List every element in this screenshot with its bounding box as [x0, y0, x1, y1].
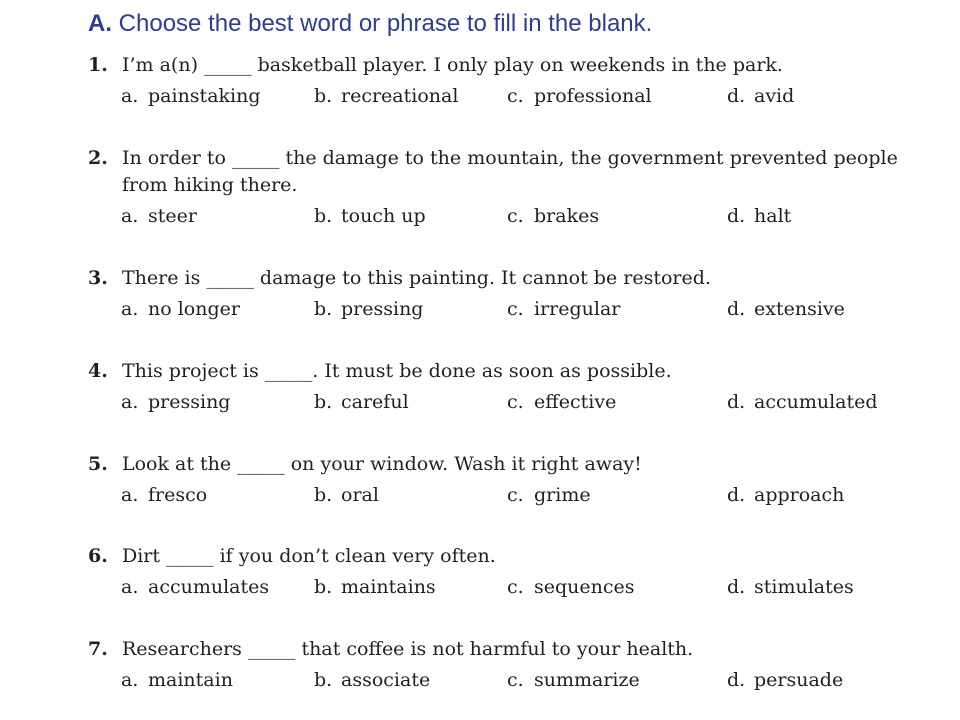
question-number: 2.	[88, 147, 108, 169]
option-text: irregular	[534, 298, 621, 320]
option-text: approach	[754, 484, 845, 506]
option-b[interactable]	[314, 205, 426, 227]
option-letter: a.	[121, 669, 139, 691]
option-text: stimulates	[754, 576, 854, 598]
question-number: 4.	[88, 360, 108, 382]
question-text: There is _____ damage to this painting. It cannot be restored.	[122, 267, 711, 289]
option-letter: a.	[121, 298, 139, 320]
section-letter: A.	[88, 10, 112, 37]
option-text: halt	[754, 205, 792, 227]
option-a[interactable]	[121, 391, 230, 413]
option-text: pressing	[341, 298, 424, 320]
option-text: recreational	[341, 85, 459, 107]
option-text: professional	[534, 85, 652, 107]
option-text: persuade	[754, 669, 844, 691]
answer-options	[88, 205, 918, 233]
option-letter: b.	[314, 205, 333, 227]
option-letter: a.	[121, 484, 139, 506]
option-d[interactable]	[727, 298, 845, 320]
option-text: sequences	[534, 576, 635, 598]
option-letter: a.	[121, 391, 139, 413]
option-letter: b.	[314, 576, 333, 598]
option-letter: d.	[727, 391, 746, 413]
option-c[interactable]	[507, 298, 620, 320]
option-a[interactable]	[121, 669, 233, 691]
question-stem	[88, 145, 918, 199]
question-3	[88, 265, 918, 326]
option-text: careful	[341, 391, 409, 413]
option-b[interactable]	[314, 391, 409, 413]
option-letter: a.	[121, 85, 139, 107]
option-text: fresco	[148, 484, 208, 506]
question-4	[88, 358, 918, 419]
answer-options	[88, 298, 918, 326]
option-letter: b.	[314, 298, 333, 320]
question-6	[88, 543, 918, 604]
option-letter: c.	[507, 391, 524, 413]
option-text: avid	[754, 85, 795, 107]
option-text: associate	[341, 669, 431, 691]
option-text: touch up	[341, 205, 426, 227]
option-a[interactable]	[121, 484, 207, 506]
question-number: 5.	[88, 453, 108, 475]
option-b[interactable]	[314, 298, 423, 320]
option-c[interactable]	[507, 391, 616, 413]
option-letter: b.	[314, 669, 333, 691]
option-c[interactable]	[507, 669, 640, 691]
option-d[interactable]	[727, 576, 854, 598]
question-text: In order to _____ the damage to the mountain, the government prevented people from hiking there.	[122, 147, 898, 196]
question-number: 6.	[88, 545, 108, 567]
option-text: effective	[534, 391, 617, 413]
option-letter: c.	[507, 669, 524, 691]
answer-options	[88, 484, 918, 512]
option-text: maintain	[148, 669, 233, 691]
question-number: 7.	[88, 638, 108, 660]
question-stem	[88, 358, 918, 385]
option-b[interactable]	[314, 576, 436, 598]
option-d[interactable]	[727, 484, 844, 506]
option-c[interactable]	[507, 484, 591, 506]
question-text: This project is _____. It must be done as soon as possible.	[122, 360, 672, 382]
option-b[interactable]	[314, 484, 379, 506]
option-c[interactable]	[507, 576, 635, 598]
option-letter: c.	[507, 576, 524, 598]
question-stem	[88, 636, 918, 663]
question-text: I’m a(n) _____ basketball player. I only play on weekends in the park.	[122, 54, 783, 76]
answer-options	[88, 669, 918, 697]
option-text: maintains	[341, 576, 436, 598]
option-d[interactable]	[727, 85, 794, 107]
question-number: 3.	[88, 267, 108, 289]
option-text: no longer	[148, 298, 240, 320]
question-5	[88, 451, 918, 512]
option-b[interactable]	[314, 669, 430, 691]
question-stem	[88, 265, 918, 292]
answer-options	[88, 391, 918, 419]
section-heading	[88, 10, 652, 38]
option-letter: c.	[507, 298, 524, 320]
option-letter: a.	[121, 576, 139, 598]
option-letter: a.	[121, 205, 139, 227]
option-text: brakes	[534, 205, 600, 227]
answer-options	[88, 576, 918, 604]
option-letter: d.	[727, 85, 746, 107]
option-letter: c.	[507, 484, 524, 506]
option-b[interactable]	[314, 85, 458, 107]
option-letter: b.	[314, 484, 333, 506]
option-d[interactable]	[727, 391, 878, 413]
option-letter: b.	[314, 391, 333, 413]
option-letter: d.	[727, 205, 746, 227]
option-text: oral	[341, 484, 379, 506]
option-letter: c.	[507, 85, 524, 107]
option-text: painstaking	[148, 85, 261, 107]
answer-options	[88, 85, 918, 113]
question-text: Researchers _____ that coffee is not harmful to your health.	[122, 638, 694, 660]
section-instruction: Choose the best word or phrase to fill in the blank.	[118, 10, 653, 37]
option-text: pressing	[148, 391, 231, 413]
option-a[interactable]	[121, 85, 261, 107]
option-a[interactable]	[121, 205, 197, 227]
option-d[interactable]	[727, 669, 843, 691]
option-c[interactable]	[507, 85, 652, 107]
option-text: extensive	[754, 298, 845, 320]
option-a[interactable]	[121, 298, 240, 320]
option-d[interactable]	[727, 205, 791, 227]
question-stem	[88, 52, 918, 79]
question-stem	[88, 451, 918, 478]
option-letter: c.	[507, 205, 524, 227]
option-letter: b.	[314, 85, 333, 107]
option-letter: d.	[727, 669, 746, 691]
question-text: Dirt _____ if you don’t clean very often.	[122, 545, 496, 567]
option-text: grime	[534, 484, 591, 506]
question-stem	[88, 543, 918, 570]
option-letter: d.	[727, 484, 746, 506]
option-letter: d.	[727, 298, 746, 320]
question-text: Look at the _____ on your window. Wash it right away!	[122, 453, 642, 475]
question-1	[88, 52, 918, 113]
option-text: accumulated	[754, 391, 878, 413]
option-text: accumulates	[148, 576, 270, 598]
option-a[interactable]	[121, 576, 269, 598]
option-text: steer	[148, 205, 197, 227]
question-7	[88, 636, 918, 697]
option-letter: d.	[727, 576, 746, 598]
question-number: 1.	[88, 54, 108, 76]
option-c[interactable]	[507, 205, 599, 227]
option-text: summarize	[534, 669, 640, 691]
question-2	[88, 145, 918, 233]
